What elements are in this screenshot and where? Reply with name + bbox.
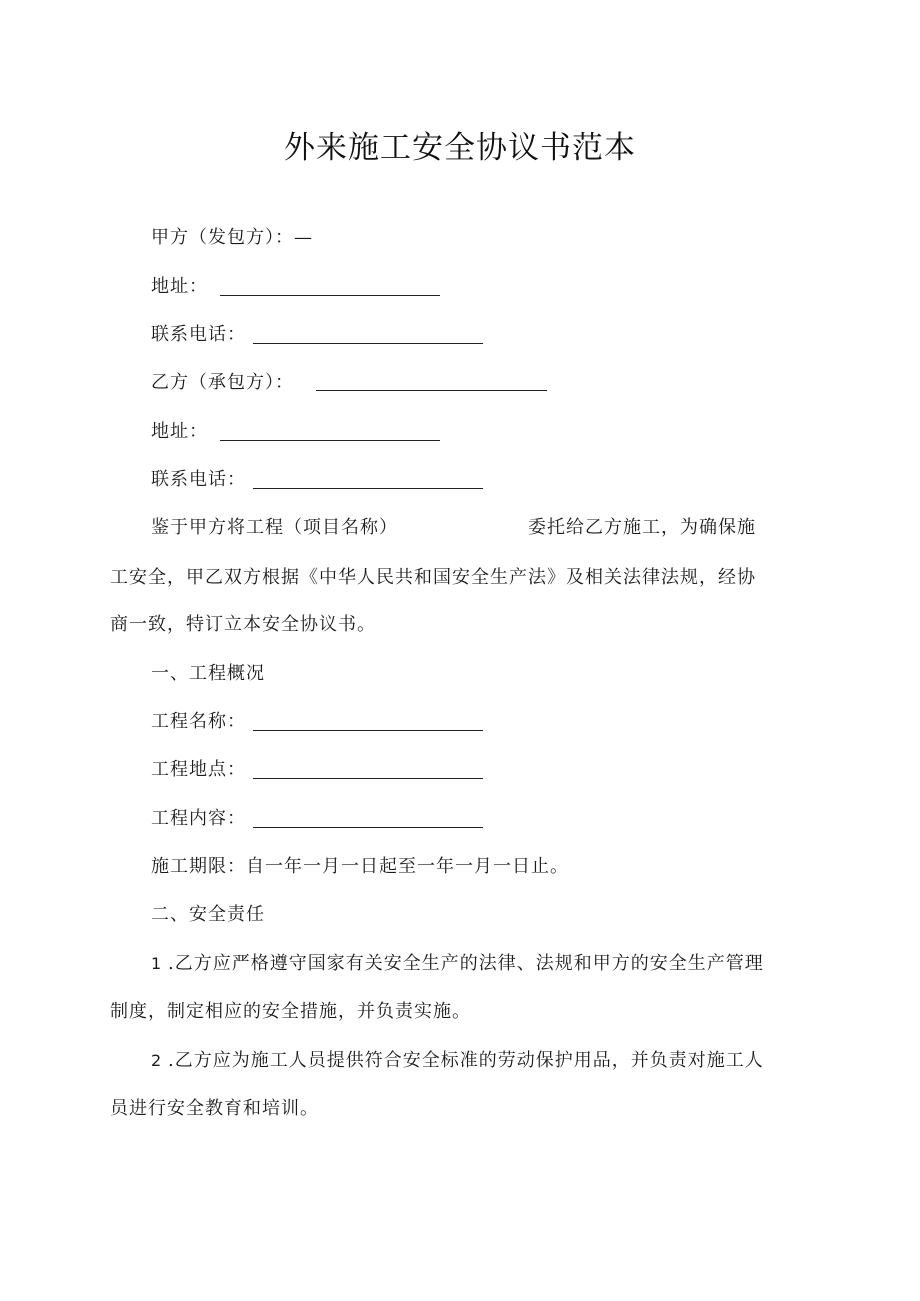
party-b-phone-blank — [253, 488, 483, 489]
party-a-phone-label: 联系电话： — [151, 324, 246, 345]
item-2-line-1: .乙方应为施工人员提供符合安全标准的劳动保护用品，并负责对施工人 — [168, 1050, 764, 1071]
intro-line-3: 商一致，特订立本安全协议书。 — [110, 614, 376, 635]
project-content-label: 工程内容： — [151, 808, 246, 829]
party-a-phone-blank — [253, 343, 483, 344]
party-a-address-blank — [220, 295, 440, 296]
party-b-label: 乙方（承包方）： — [151, 372, 294, 393]
intro-line-1a: 鉴于甲方将工程（项目名称） — [151, 517, 398, 538]
item-1-line-2: 制度，制定相应的安全措施，并负责实施。 — [110, 1001, 471, 1022]
project-location-label: 工程地点： — [151, 759, 246, 780]
intro-line-2: 工安全，甲乙双方根据《中华人民共和国安全生产法》及相关法律法规，经协 — [110, 567, 756, 588]
document-title: 外来施工安全协议书范本 — [284, 130, 636, 166]
section-2-heading: 二、安全责任 — [151, 904, 265, 925]
project-location-blank — [253, 778, 483, 779]
project-name-blank — [253, 730, 483, 731]
intro-line-1b: 委托给乙方施工，为确保施 — [528, 517, 756, 538]
project-content-blank — [253, 827, 483, 828]
section-1-heading: 一、工程概况 — [151, 663, 265, 684]
party-a-address-label: 地址： — [151, 276, 208, 297]
party-b-blank — [316, 390, 547, 391]
party-b-phone-label: 联系电话： — [151, 469, 246, 490]
item-1-number: 1 — [151, 954, 163, 973]
item-1-line-1: .乙方应严格遵守国家有关安全生产的法律、法规和甲方的安全生产管理 — [168, 953, 764, 974]
party-a-label: 甲方（发包方）：— — [151, 227, 313, 248]
item-2-number: 2 — [151, 1051, 163, 1070]
party-b-address-label: 地址： — [151, 421, 208, 442]
construction-period: 施工期限：自一年一月一日起至一年一月一日止。 — [151, 856, 569, 877]
project-name-label: 工程名称： — [151, 711, 246, 732]
item-2-line-2: 员进行安全教育和培训。 — [110, 1098, 319, 1119]
party-b-address-blank — [220, 440, 440, 441]
